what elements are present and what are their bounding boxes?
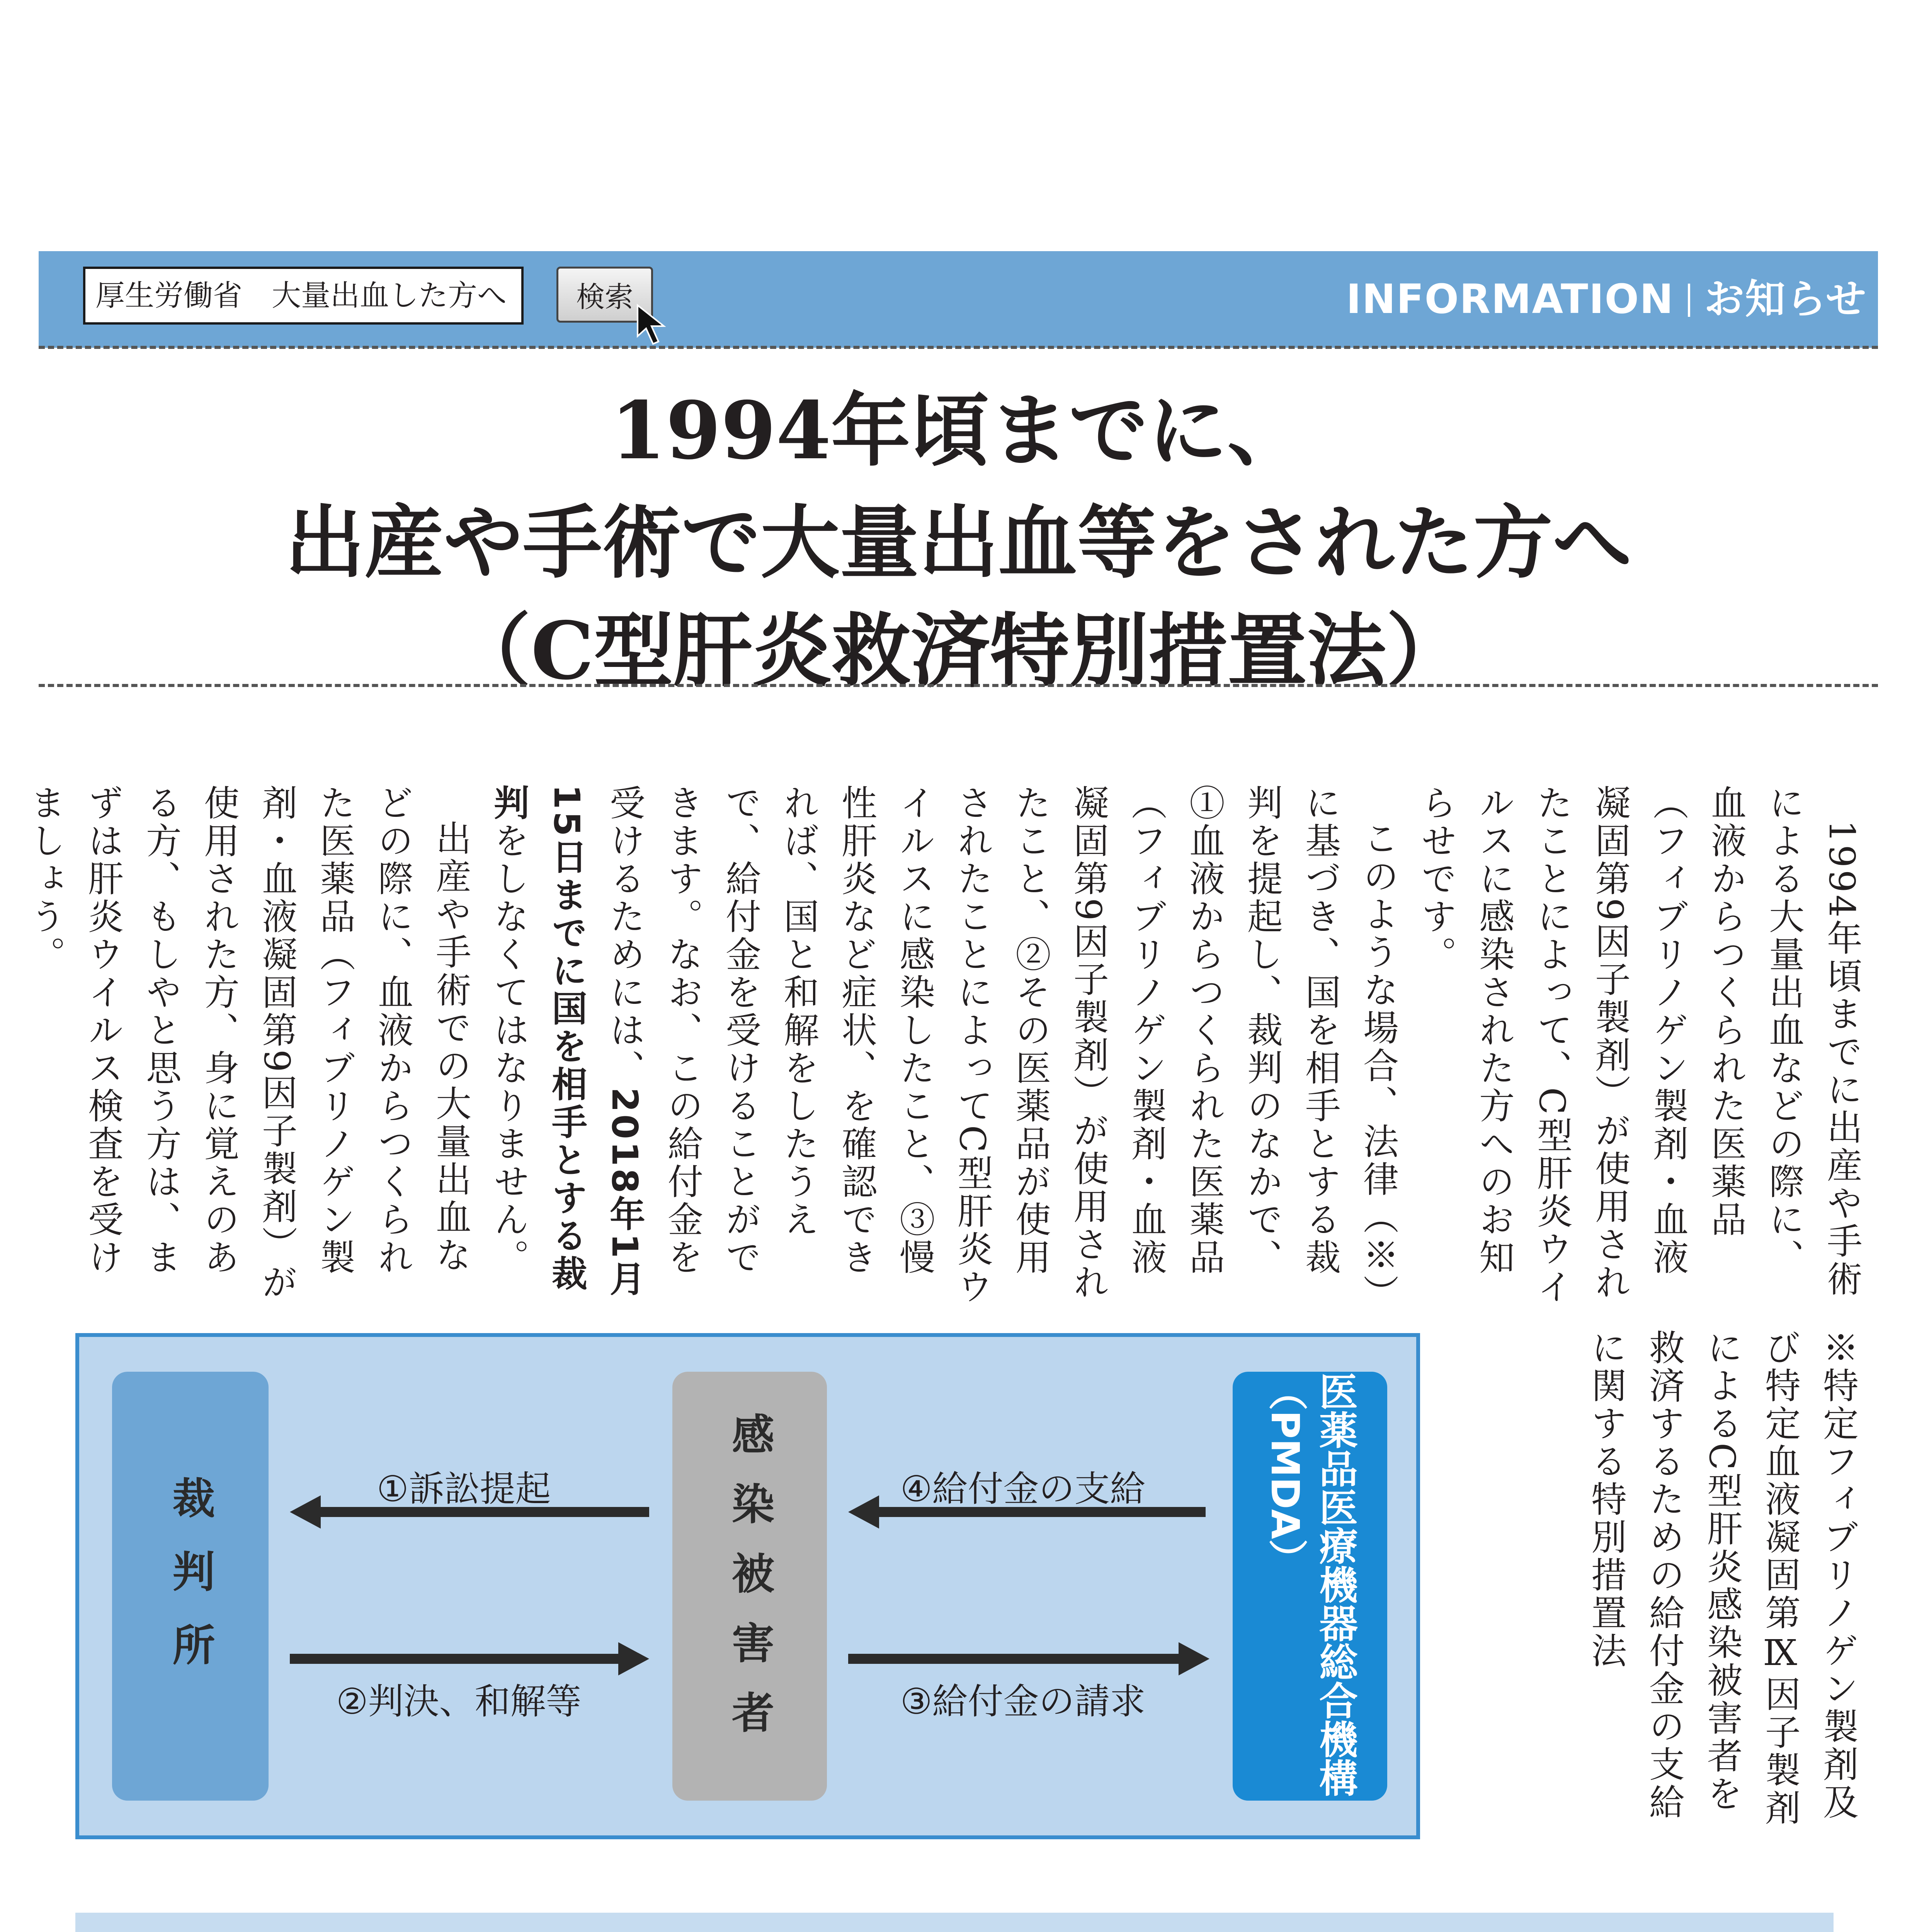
title-line-3: （C型肝炎救済特別措置法） — [451, 605, 1466, 697]
arrow-label-judgment: ②判決、和解等 — [336, 1681, 582, 1722]
paragraph-2-end: をしなくてはなりません。 — [488, 822, 529, 1277]
paragraph-3: 出産や手術での大量出血などの際に、血液からつくられた医薬品（フィブリノゲン製剤・血液凝固第9因子製剤）が使用された方、身に覚えのある方、もしやと思う方は、まずは肝炎ウイルス検査を受けましょう。 — [24, 784, 471, 1302]
arrow-label-claim: ③給付金の請求 — [900, 1681, 1146, 1722]
paragraph-1: 1994年頃までに出産や手術による大量出血などの際に、血液からつくられた医薬品（フィブリノゲン製剤・血液凝固第9因子製剤）が使用されたことによって、C型肝炎ウイルスに感染された方へのお知らせです。 — [1415, 784, 1863, 1306]
details-panel — [75, 1913, 1834, 1932]
victim-box: 感染被害者 — [672, 1372, 827, 1801]
deadline-emphasis: 2018年1月15日までに国を相手とする裁判 — [488, 784, 645, 1299]
title-line-1: 1994年頃までに、 — [611, 384, 1306, 477]
search-button[interactable]: 検索 — [556, 267, 653, 323]
law-footnote-text: ※特定フィブリノゲン製剤及び特定血液凝固第Ⅸ因子製剤によるC型肝炎感染被害者を救済するための給付金の支給に関する特別措置法 — [1585, 1329, 1859, 1827]
section-label-ja: お知らせ — [1704, 276, 1867, 323]
court-box: 裁判所 — [112, 1372, 269, 1801]
arrow-judgment — [290, 1642, 649, 1675]
arrow-claim — [848, 1642, 1209, 1675]
search-input[interactable]: 厚生労働省 大量出血した方へ — [83, 267, 524, 325]
pmda-box: 医薬品医療機器総合機構（PMDA） — [1233, 1372, 1387, 1801]
paragraph-2-text: このような場合、法律（※）に基づき、国を相手とする裁判を提起し、裁判のなかで、①血液からつくられた医薬品（フィブリノゲン製剤・血液凝固第9因子製剤）が使用されたこと、②その医薬品が使用されたことによってC型肝炎ウイルスに感染したこと、③慢性肝炎など症状、を確認できれば、国と和解をしたうえで、給付金を受けることができます。なお、この給付金を受けるためには、 — [604, 784, 1399, 1306]
arrow-label-litigation: ①訴訟提起 — [377, 1468, 551, 1510]
title-line-2: 出産や手術で大量出血等をされた方へ — [285, 497, 1632, 589]
section-label-en: INFORMATION — [1346, 276, 1674, 323]
arrow-label-payment: ④給付金の支給 — [900, 1468, 1146, 1510]
